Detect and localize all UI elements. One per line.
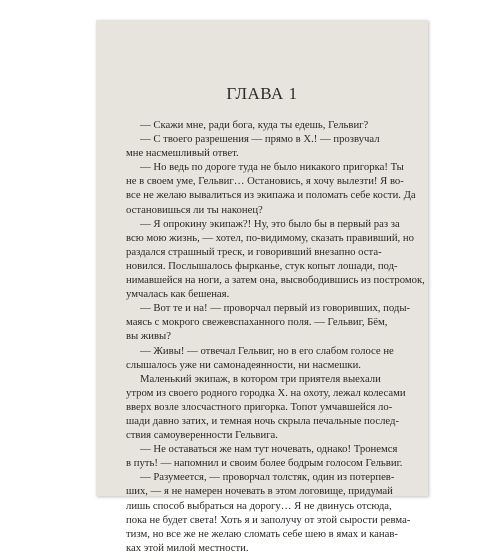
text-line: тизм, но все же не желаю сломать себе шею в ямах и канав-	[126, 527, 398, 540]
text-line: — С твоего разрешения — прямо в Х.! — прозвучал	[140, 133, 380, 146]
text-line: шади давно затих, и темная ночь скрыла печальные послед-	[126, 414, 400, 427]
paragraph	[126, 442, 408, 470]
paragraph	[126, 217, 425, 302]
paragraph	[126, 160, 416, 216]
text-line: вверх возле злосчастного пригорка. Топот умчавшейся ло-	[126, 400, 393, 413]
text-line: ствия самоуверенности Гельвига.	[126, 429, 278, 442]
text-line: вы живы?	[126, 330, 171, 343]
text-line: не в своем уме, Гельвиг… Остановись, я хочу вылезти! Я во-	[126, 175, 404, 188]
text-line: маясь с мокрого свежевспаханного поля. — Гельвиг, Бём,	[126, 316, 388, 329]
text-line: всю мою жизнь, — хотел, по-видимому, сказать правивший, но	[126, 231, 414, 244]
paragraph	[126, 132, 408, 160]
text-line: ках этой милой местности.	[126, 541, 249, 554]
text-line: — Вот те и на! — проворчал первый из говоривших, поды-	[140, 302, 411, 315]
text-line: Маленький экипаж, в котором три приятеля выехали	[140, 372, 381, 385]
text-line: лишь способ выбраться на дорогу… Я не двинусь отсюда,	[126, 499, 392, 512]
text-line: — Но ведь по дороге туда не было никакого пригорка! Ты	[140, 161, 404, 174]
text-line: утром из своего родного городка Х. на охоту, лежал колесами	[126, 386, 406, 399]
paragraph	[126, 470, 411, 555]
text-line: ших, — я не намерен ночевать в этом логовище, придумай	[126, 485, 393, 498]
text-line: мне насмешливый ответ.	[126, 147, 239, 160]
text-line: новился. Послышалось фырканье, стук копыт лошади, под-	[126, 259, 398, 272]
text-line: нимавшейся на ноги, а затем она, высвободившись из постромок,	[126, 274, 425, 287]
paragraph	[126, 344, 408, 372]
text-line: пока не будет света! Хоть я и заполучу от этой сырости ревма-	[126, 513, 411, 526]
text-line: — Скажи мне, ради бога, куда ты едешь, Гельвиг?	[140, 119, 369, 131]
text-line: — Живы! — отвечал Гельвиг, но в его слабом голосе не	[140, 344, 394, 357]
text-line: умчалась как бешеная.	[126, 288, 230, 301]
paragraph	[126, 372, 408, 442]
text-line: — Не оставаться же нам тут ночевать, однако! Тронемся	[140, 443, 398, 456]
book-page	[96, 20, 428, 554]
text-line: — Я опрокину экипаж?! Ну, это было бы в первый раз за	[140, 217, 400, 230]
chapter-body	[126, 118, 425, 555]
paragraph	[126, 118, 408, 132]
text-line: — Разумеется, — проворчал толстяк, один из потерпев-	[140, 471, 395, 484]
chapter-title: ГЛАВА 1	[226, 84, 298, 103]
text-line: в путь! — напомнил и своим более бодрым голосом Гельвиг.	[126, 457, 403, 470]
text-line: слышалось уже ни самонадеянности, ни насмешки.	[126, 358, 361, 371]
text-line: раздался страшный треск, и говоривший внезапно оста-	[126, 245, 382, 258]
paragraph	[126, 301, 411, 343]
text-line: остановишься ли ты наконец?	[126, 203, 263, 216]
text-line: все не желаю вывалиться из экипажа и поломать себе кости. Да	[126, 189, 416, 202]
